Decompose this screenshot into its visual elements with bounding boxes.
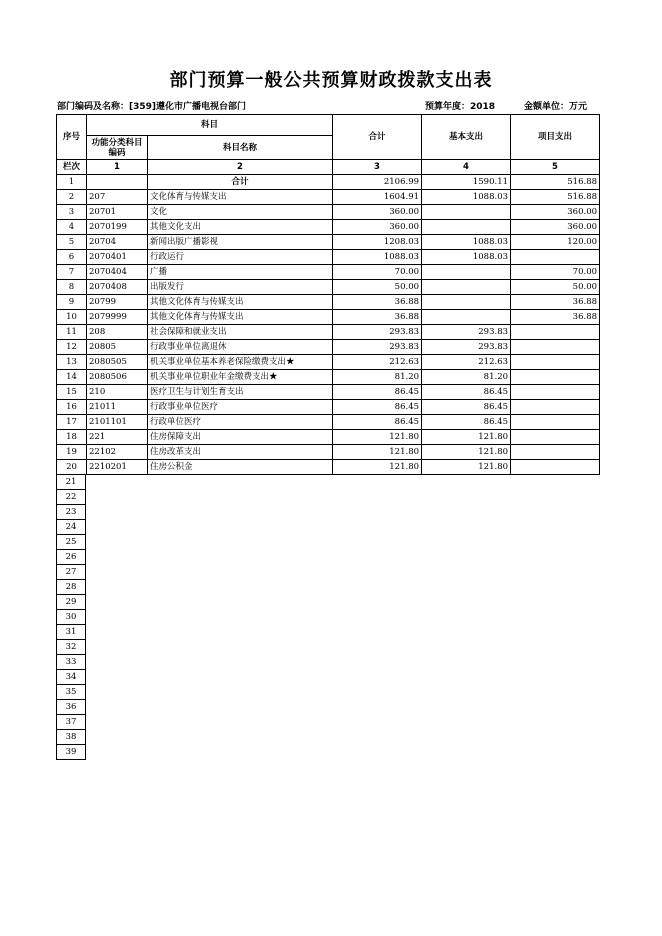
empty-row: [57, 670, 86, 685]
row-total: 81.20: [333, 370, 422, 385]
header-total: 合计: [333, 115, 422, 160]
row-basic: 293.83: [422, 325, 511, 340]
row-seq: 17: [57, 415, 87, 430]
empty-row: [57, 745, 86, 760]
row-project: [511, 340, 600, 355]
row-seq: 13: [57, 355, 87, 370]
empty-row: [57, 505, 86, 520]
col-number: 1: [87, 160, 148, 175]
row-total: 121.80: [333, 445, 422, 460]
empty-row: [57, 535, 86, 550]
row-basic: 121.80: [422, 460, 511, 475]
empty-row: [57, 730, 86, 745]
row-name: 行政运行: [148, 250, 333, 265]
row-project: 36.88: [511, 310, 600, 325]
row-seq: 20: [57, 460, 87, 475]
row-project: [511, 250, 600, 265]
row-project: 360.00: [511, 205, 600, 220]
table-row: [57, 235, 600, 250]
row-seq: 26: [57, 550, 86, 565]
row-name: 文化体育与传媒支出: [148, 190, 333, 205]
row-basic: [422, 265, 511, 280]
page-title: 部门预算一般公共预算财政拨款支出表: [169, 70, 493, 91]
table-row: [57, 400, 600, 415]
row-seq: 39: [57, 745, 86, 760]
row-total: 1088.03: [333, 250, 422, 265]
table-row: [57, 385, 600, 400]
row-seq: 30: [57, 610, 86, 625]
row-basic: 121.80: [422, 430, 511, 445]
row-basic: [422, 310, 511, 325]
row-seq: 21: [57, 475, 86, 490]
table-row: [57, 430, 600, 445]
empty-rows-table: [56, 474, 86, 760]
table-row: [57, 325, 600, 340]
table-row: [57, 295, 600, 310]
header-func-code: 功能分类科目编码: [87, 136, 148, 160]
row-seq: 5: [57, 235, 87, 250]
row-total: 121.80: [333, 430, 422, 445]
row-name: 其他文化体育与传媒支出: [148, 295, 333, 310]
row-seq: 38: [57, 730, 86, 745]
empty-row: [57, 655, 86, 670]
header-basic: 基本支出: [422, 115, 511, 160]
row-code: 2079999: [87, 310, 148, 325]
table-row: [57, 310, 600, 325]
row-name: 行政事业单位离退休: [148, 340, 333, 355]
row-seq: 15: [57, 385, 87, 400]
row-basic: [422, 220, 511, 235]
empty-row: [57, 565, 86, 580]
row-basic: 121.80: [422, 445, 511, 460]
table-row: [57, 340, 600, 355]
table-row: [57, 205, 600, 220]
row-project: [511, 355, 600, 370]
row-basic: 1088.03: [422, 235, 511, 250]
row-name: 行政单位医疗: [148, 415, 333, 430]
row-name: 其他文化支出: [148, 220, 333, 235]
table-row: [57, 460, 600, 475]
row-code: 21011: [87, 400, 148, 415]
empty-row: [57, 475, 86, 490]
row-total: 86.45: [333, 400, 422, 415]
row-seq: 24: [57, 520, 86, 535]
row-name: 住房改革支出: [148, 445, 333, 460]
row-total: 1208.03: [333, 235, 422, 250]
row-seq: 37: [57, 715, 86, 730]
table-row: [57, 445, 600, 460]
row-seq: 8: [57, 280, 87, 295]
row-total: 212.63: [333, 355, 422, 370]
row-seq: 32: [57, 640, 86, 655]
row-name: 合计: [148, 175, 333, 190]
table-row: [57, 280, 600, 295]
row-code: 20701: [87, 205, 148, 220]
row-name: 文化: [148, 205, 333, 220]
row-project: [511, 415, 600, 430]
row-basic: [422, 295, 511, 310]
row-code: 210: [87, 385, 148, 400]
row-total: 121.80: [333, 460, 422, 475]
row-code: 2101101: [87, 415, 148, 430]
table-row: [57, 370, 600, 385]
row-project: [511, 370, 600, 385]
row-project: 120.00: [511, 235, 600, 250]
row-seq: 4: [57, 220, 87, 235]
row-seq: 27: [57, 565, 86, 580]
header-subject-name: 科目名称: [148, 136, 333, 160]
empty-row: [57, 550, 86, 565]
empty-row: [57, 715, 86, 730]
row-name: 医疗卫生与计划生育支出: [148, 385, 333, 400]
header-subject: 科目: [87, 115, 333, 136]
row-project: 360.00: [511, 220, 600, 235]
row-total: 293.83: [333, 325, 422, 340]
table-row: [57, 220, 600, 235]
row-name: 住房公积金: [148, 460, 333, 475]
row-seq: 25: [57, 535, 86, 550]
row-total: 86.45: [333, 415, 422, 430]
empty-row: [57, 580, 86, 595]
row-code: 2070401: [87, 250, 148, 265]
row-seq: 3: [57, 205, 87, 220]
table-row: [57, 355, 600, 370]
empty-row: [57, 490, 86, 505]
row-code: [87, 175, 148, 190]
row-project: 36.88: [511, 295, 600, 310]
table-row: [57, 265, 600, 280]
row-total: 1604.91: [333, 190, 422, 205]
table-row: [57, 415, 600, 430]
row-name: 行政事业单位医疗: [148, 400, 333, 415]
row-total: 50.00: [333, 280, 422, 295]
row-name: 其他文化体育与传媒支出: [148, 310, 333, 325]
row-code: 2070199: [87, 220, 148, 235]
row-project: 70.00: [511, 265, 600, 280]
row-project: [511, 400, 600, 415]
row-seq: 35: [57, 685, 86, 700]
empty-row: [57, 595, 86, 610]
row-seq: 9: [57, 295, 87, 310]
row-seq: 31: [57, 625, 86, 640]
row-basic: 86.45: [422, 385, 511, 400]
row-basic: 1088.03: [422, 190, 511, 205]
row-seq: 33: [57, 655, 86, 670]
empty-row: [57, 640, 86, 655]
amount-unit: 金额单位：万元: [524, 102, 588, 112]
col-number: 4: [422, 160, 511, 175]
row-code: 2080505: [87, 355, 148, 370]
row-project: [511, 385, 600, 400]
row-basic: 86.45: [422, 400, 511, 415]
row-seq: 14: [57, 370, 87, 385]
row-total: 36.88: [333, 310, 422, 325]
row-seq: 10: [57, 310, 87, 325]
budget-year: 预算年度：2018: [425, 102, 496, 112]
row-code: 208: [87, 325, 148, 340]
row-basic: 1088.03: [422, 250, 511, 265]
row-name: 新闻出版广播影视: [148, 235, 333, 250]
row-basic: 1590.11: [422, 175, 511, 190]
col-label: 栏次: [57, 160, 87, 175]
row-seq: 19: [57, 445, 87, 460]
col-number: 2: [148, 160, 333, 175]
row-basic: 86.45: [422, 415, 511, 430]
row-project: [511, 460, 600, 475]
row-seq: 1: [57, 175, 87, 190]
col-number: 5: [511, 160, 600, 175]
row-basic: [422, 205, 511, 220]
row-seq: 12: [57, 340, 87, 355]
row-name: 广播: [148, 265, 333, 280]
dept-info: 部门编码及名称：[359]遵化市广播电视台部门: [57, 102, 247, 112]
empty-row: [57, 625, 86, 640]
expenditure-table: [56, 114, 600, 475]
row-seq: 29: [57, 595, 86, 610]
row-code: 20704: [87, 235, 148, 250]
row-name: 机关事业单位基本养老保险缴费支出★: [148, 355, 333, 370]
row-basic: 212.63: [422, 355, 511, 370]
row-code: 221: [87, 430, 148, 445]
col-number: 3: [333, 160, 422, 175]
row-basic: 81.20: [422, 370, 511, 385]
row-name: 住房保障支出: [148, 430, 333, 445]
row-name: 机关事业单位职业年金缴费支出★: [148, 370, 333, 385]
row-project: 50.00: [511, 280, 600, 295]
row-code: 22102: [87, 445, 148, 460]
row-project: 516.88: [511, 190, 600, 205]
empty-row: [57, 610, 86, 625]
row-seq: 23: [57, 505, 86, 520]
row-seq: 18: [57, 430, 87, 445]
row-basic: [422, 280, 511, 295]
row-code: 2070404: [87, 265, 148, 280]
row-seq: 7: [57, 265, 87, 280]
row-seq: 36: [57, 700, 86, 715]
row-code: 20799: [87, 295, 148, 310]
row-name: 社会保障和就业支出: [148, 325, 333, 340]
table-row: [57, 250, 600, 265]
row-project: [511, 325, 600, 340]
row-code: 20805: [87, 340, 148, 355]
row-seq: 2: [57, 190, 87, 205]
row-seq: 16: [57, 400, 87, 415]
row-seq: 28: [57, 580, 86, 595]
row-name: 出版发行: [148, 280, 333, 295]
table-row: [57, 175, 600, 190]
row-total: 293.83: [333, 340, 422, 355]
row-total: 360.00: [333, 220, 422, 235]
row-total: 2106.99: [333, 175, 422, 190]
empty-row: [57, 685, 86, 700]
row-seq: 22: [57, 490, 86, 505]
row-code: 2070408: [87, 280, 148, 295]
table-row: [57, 190, 600, 205]
row-project: [511, 430, 600, 445]
row-basic: 293.83: [422, 340, 511, 355]
row-seq: 6: [57, 250, 87, 265]
row-code: 2080506: [87, 370, 148, 385]
row-total: 36.88: [333, 295, 422, 310]
empty-row: [57, 700, 86, 715]
header-seq: 序号: [57, 115, 87, 160]
row-seq: 34: [57, 670, 86, 685]
empty-row: [57, 520, 86, 535]
row-total: 70.00: [333, 265, 422, 280]
row-project: 516.88: [511, 175, 600, 190]
row-total: 86.45: [333, 385, 422, 400]
row-total: 360.00: [333, 205, 422, 220]
row-code: 2210201: [87, 460, 148, 475]
row-project: [511, 445, 600, 460]
row-seq: 11: [57, 325, 87, 340]
header-project: 项目支出: [511, 115, 600, 160]
row-code: 207: [87, 190, 148, 205]
